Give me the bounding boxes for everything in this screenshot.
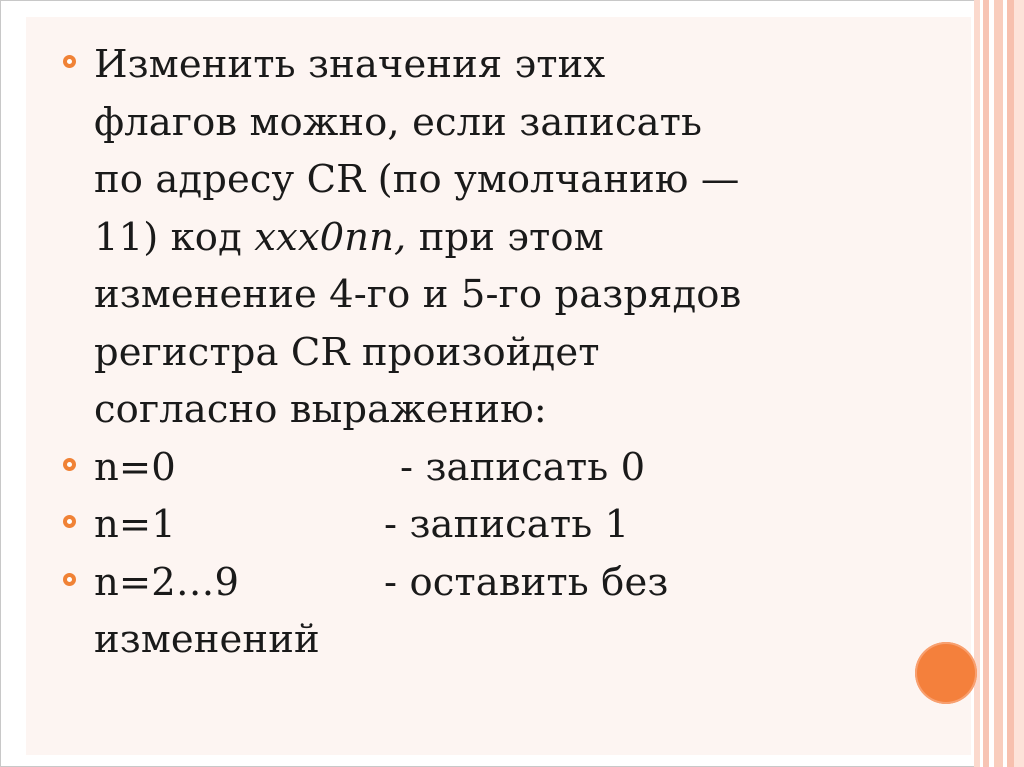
ring-bullet-icon <box>63 55 76 68</box>
paragraph-text: при этом <box>406 214 604 260</box>
bullet-rule <box>62 496 862 554</box>
rule-condition: n=1 <box>94 502 176 547</box>
bullet-paragraph <box>62 36 862 439</box>
rule-row <box>94 554 862 612</box>
rule-continuation: изменений <box>94 617 320 662</box>
code-pattern: xxx0nn, <box>254 214 407 260</box>
paragraph-line: изменение 4-го и 5-го разрядов <box>94 272 742 317</box>
ring-bullet-icon <box>63 573 76 586</box>
decorative-stripes <box>974 0 1024 767</box>
paragraph-line: Изменить значения этих <box>94 42 606 87</box>
rule-action: - записать 0 <box>400 444 646 490</box>
rule-action: - записать 1 <box>384 502 630 547</box>
paragraph-line <box>94 209 862 267</box>
rule-condition: n=0 <box>94 444 176 490</box>
paragraph-line: по адресу CR (по умолчанию — <box>94 157 740 202</box>
rule-action: - оставить без <box>384 559 669 605</box>
stripe <box>994 0 1003 767</box>
paragraph-line: согласно выражению: <box>94 387 547 432</box>
ring-bullet-icon <box>63 515 76 528</box>
orange-circle-icon <box>915 642 977 704</box>
rule-row <box>94 496 862 554</box>
stripe <box>1014 0 1024 767</box>
ring-bullet-icon <box>63 458 76 471</box>
bullet-rule <box>62 439 862 497</box>
paragraph-line: регистра CR произойдет <box>94 329 600 375</box>
paragraph-line: флагов можно, если записать <box>94 99 703 145</box>
bullet-rule <box>62 554 862 669</box>
paragraph-text: 11) код <box>94 214 255 260</box>
slide-body <box>62 36 862 669</box>
stripe <box>1007 0 1014 767</box>
rule-condition: n=2…9 <box>94 559 240 605</box>
rule-row <box>94 439 862 497</box>
